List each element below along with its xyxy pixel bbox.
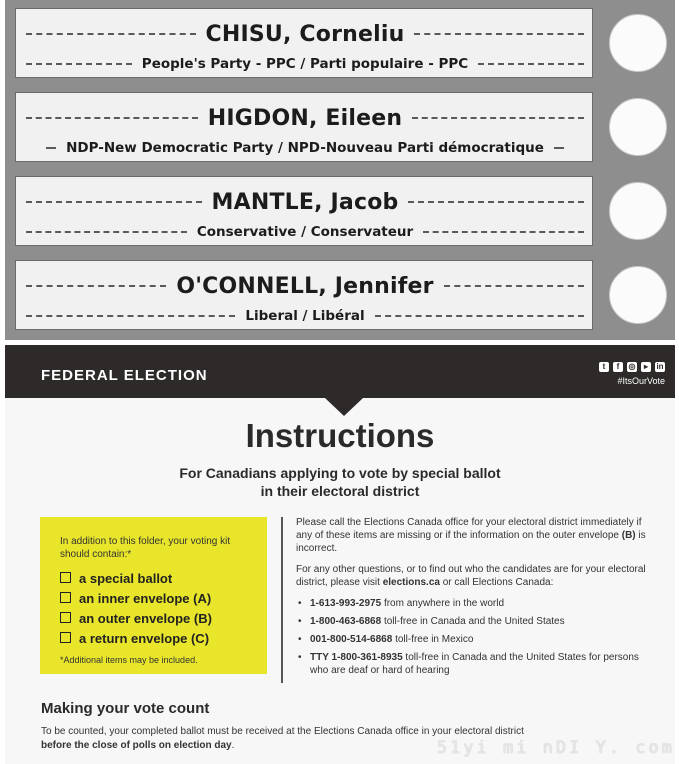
phone-item: • 1-800-463-6868 toll-free in Canada and the United States (296, 615, 656, 628)
ballot-row-candidate-4 (15, 260, 669, 330)
kit-contents-box (40, 517, 267, 674)
contact-paragraph-2: For any other questions, or to find out who the candidates are for your electoral district, please visit elections.ca or call Elections Canada: (296, 564, 646, 588)
candidate-box (15, 92, 593, 162)
candidate-party: Conservative / Conservateur (196, 224, 414, 240)
candidate-party: People's Party - PPC / Parti populaire - PPC (141, 56, 469, 72)
header-title: FEDERAL ELECTION (41, 367, 208, 384)
facebook-icon: f (613, 362, 623, 372)
watermark: 51yi mi nDI Y. com (436, 738, 675, 758)
page-title: Instructions (245, 417, 435, 454)
kit-item: a return envelope (C) (60, 629, 212, 649)
checkbox-icon (60, 612, 71, 623)
candidate-party: NDP-New Democratic Party / NPD-Nouveau Parti démocratique (66, 140, 544, 156)
candidate-name: O'CONNELL, Jennifer (176, 273, 434, 299)
twitter-icon: t (599, 362, 609, 372)
ballot-row-candidate-2 (15, 92, 669, 162)
checkbox-icon (60, 592, 71, 603)
kit-item: a special ballot (60, 569, 212, 589)
phone-list (296, 597, 656, 677)
vote-circle[interactable] (609, 266, 667, 324)
header-bar (5, 345, 675, 398)
vote-circle[interactable] (609, 14, 667, 72)
vote-circle[interactable] (609, 98, 667, 156)
instagram-icon: ◎ (628, 362, 636, 371)
phone-item: • TTY 1-800-361-8935 toll-free in Canada and the United States for persons who are deaf or hard of hearing (296, 651, 656, 677)
kit-checklist (60, 569, 212, 649)
phone-item: • 001-800-514-6868 toll-free in Mexico (296, 633, 656, 646)
hashtag: #ItsOurVote (617, 376, 665, 386)
instructions-folder (5, 345, 675, 764)
candidate-box (15, 260, 593, 330)
ballot-row-candidate-3 (15, 176, 669, 246)
candidate-name: HIGDON, Eileen (207, 105, 403, 131)
kit-item: an outer envelope (B) (60, 609, 212, 629)
page-subtitle: For Canadians applying to vote by special ballot in their electoral district (179, 465, 501, 499)
social-icons (599, 362, 665, 372)
making-vote-count-title: Making your vote count (41, 700, 210, 717)
candidate-name: CHISU, Corneliu (205, 21, 405, 47)
candidate-name: MANTLE, Jacob (211, 189, 399, 215)
candidate-box (15, 8, 593, 78)
phone-item: • 1-613-993-2975 from anywhere in the world (296, 597, 656, 610)
linkedin-icon: in (656, 362, 664, 371)
checkbox-icon (60, 572, 71, 583)
ballot-row-candidate-1 (15, 8, 669, 78)
candidate-party: Liberal / Libéral (245, 308, 365, 324)
ballot (5, 0, 675, 340)
candidate-box (15, 176, 593, 246)
making-vote-count-text: To be counted, your completed ballot must be received at the Elections Canada office in your electoral district before the close of polls on election day. (41, 726, 524, 751)
vote-circle[interactable] (609, 182, 667, 240)
elections-link[interactable]: elections.ca (382, 577, 440, 588)
header-notch (325, 398, 363, 416)
checkbox-icon (60, 632, 71, 643)
kit-note: *Additional items may be included. (60, 655, 198, 665)
youtube-icon: ▸ (641, 362, 651, 372)
kit-item: an inner envelope (A) (60, 589, 212, 609)
contact-info (296, 516, 656, 682)
column-divider (281, 517, 283, 683)
contact-paragraph-1: Please call the Elections Canada office for your electoral district immediately if any of these items are missing or if the information on the outer envelope (B) is incorrect. (296, 517, 646, 554)
kit-intro: In addition to this folder, your voting kit should contain:* (60, 536, 231, 560)
